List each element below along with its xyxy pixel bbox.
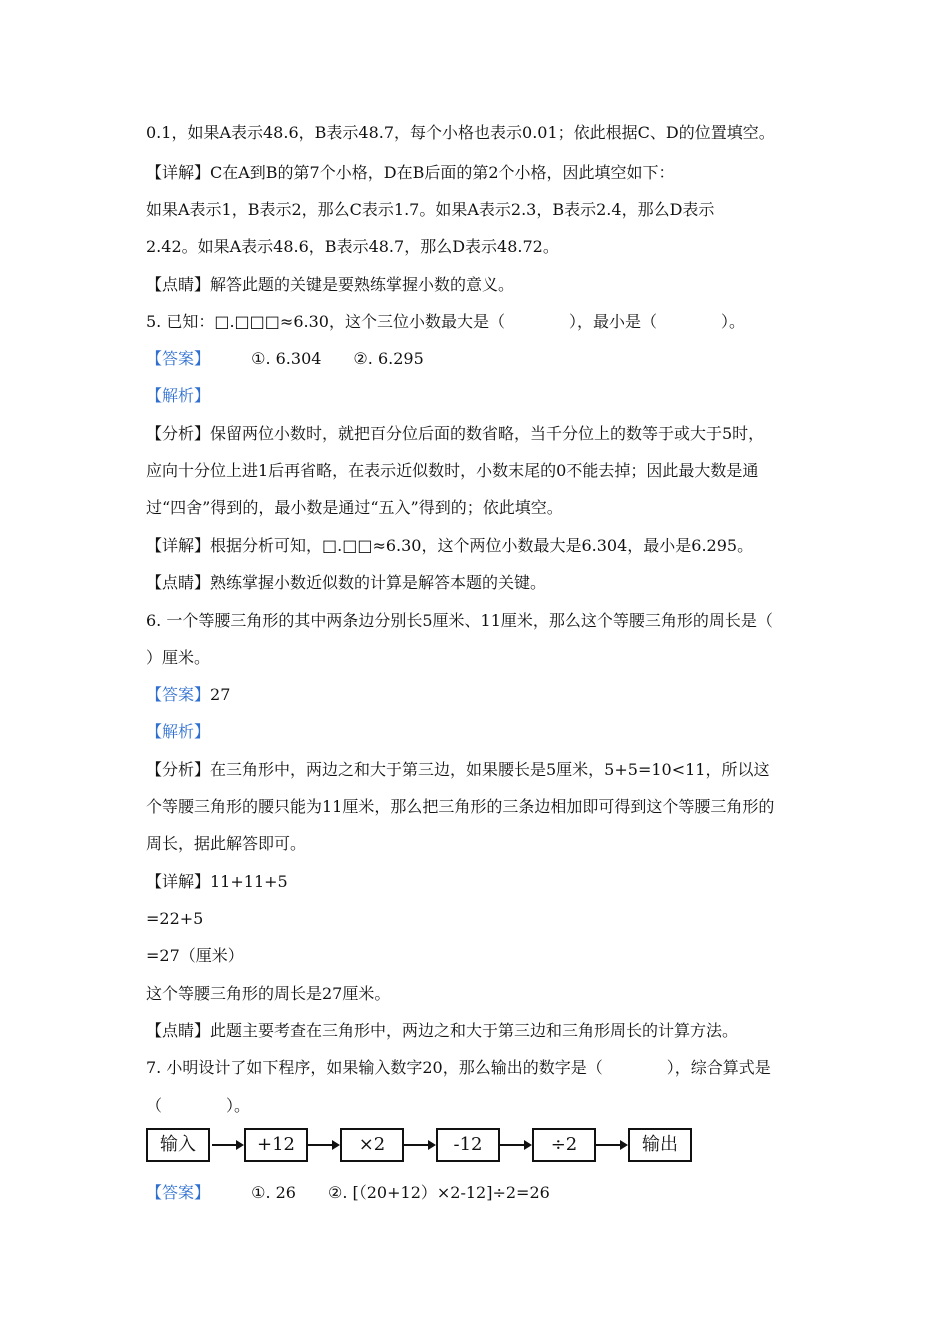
question-6-continued: ）厘米。 bbox=[146, 648, 211, 667]
calc-line: =22+5 bbox=[146, 909, 204, 928]
answer-tag: 【答案】 bbox=[146, 1183, 211, 1202]
flow-box-step: -12 bbox=[436, 1128, 500, 1162]
conclusion-line: 这个等腰三角形的周长是27厘米。 bbox=[146, 984, 391, 1003]
key-point-line: 【点睛】解答此题的关键是要熟练掌握小数的意义。 bbox=[146, 275, 515, 294]
detail-line: 【详解】C在A到B的第7个小格，D在B后面的第2个小格，因此填空如下： bbox=[146, 163, 675, 182]
analysis-line: 【分析】在三角形中，两边之和大于第三边，如果腰长是5厘米，5+5=10<11，所以这 bbox=[146, 760, 770, 779]
question-7-continued: （ ）。 bbox=[146, 1096, 251, 1115]
detail-line: 【详解】根据分析可知，□.□□≈6.30，这个两位小数最大是6.304，最小是6.295。 bbox=[146, 536, 754, 555]
answer-text: ①. 6.304 ②. 6.295 bbox=[251, 349, 424, 368]
analysis-tag: 【解析】 bbox=[146, 722, 211, 741]
analysis-tag: 【解析】 bbox=[146, 386, 211, 405]
arrow-right-icon bbox=[596, 1138, 628, 1152]
arrow-right-icon bbox=[500, 1138, 532, 1152]
question-6: 6. 一个等腰三角形的其中两条边分别长5厘米、11厘米，那么这个等腰三角形的周长是（ bbox=[146, 611, 773, 630]
arrow-right-icon bbox=[404, 1138, 436, 1152]
answer-tag: 【答案】 bbox=[146, 685, 211, 704]
flow-box-step: +12 bbox=[244, 1128, 308, 1162]
analysis-line: 周长，据此解答即可。 bbox=[146, 834, 307, 853]
detail-line: 【详解】11+11+5 bbox=[146, 872, 288, 891]
answer-tag: 【答案】 bbox=[146, 349, 211, 368]
key-point-line: 【点睛】熟练掌握小数近似数的计算是解答本题的关键。 bbox=[146, 573, 547, 592]
q7-answer-line bbox=[146, 1183, 816, 1203]
question-7: 7. 小明设计了如下程序，如果输入数字20，那么输出的数字是（ ），综合算式是 bbox=[146, 1058, 771, 1077]
analysis-line: 过“四舍”得到的，最小数是通过“五入”得到的；依此填空。 bbox=[146, 498, 563, 517]
q6-answer-line bbox=[146, 685, 816, 705]
analysis-line: 【分析】保留两位小数时，就把百分位后面的数省略，当千分位上的数等于或大于5时， bbox=[146, 424, 765, 443]
q5-answer-line bbox=[146, 349, 816, 369]
answer-text: 27 bbox=[210, 685, 231, 704]
analysis-line: 应向十分位上进1后再省略，在表示近似数时，小数末尾的0不能去掉；因此最大数是通 bbox=[146, 461, 759, 480]
flow-box-step: ×2 bbox=[340, 1128, 404, 1162]
text-line: 2.42。如果A表示48.6，B表示48.7，那么D表示48.72。 bbox=[146, 237, 559, 256]
arrow-right-icon bbox=[212, 1138, 244, 1152]
arrow-right-icon bbox=[308, 1138, 340, 1152]
flow-box-input: 输入 bbox=[146, 1128, 210, 1162]
flow-box-step: ÷2 bbox=[532, 1128, 596, 1162]
question-5: 5. 已知：□.□□□≈6.30，这个三位小数最大是（ ），最小是（ ）。 bbox=[146, 312, 745, 331]
calc-line: =27（厘米） bbox=[146, 946, 244, 965]
text-line: 0.1，如果A表示48.6，B表示48.7，每个小格也表示0.01；依此根据C、D的位置填空。 bbox=[146, 123, 775, 142]
key-point-line: 【点睛】此题主要考查在三角形中，两边之和大于第三边和三角形周长的计算方法。 bbox=[146, 1021, 739, 1040]
flow-box-output: 输出 bbox=[628, 1128, 692, 1162]
answer-text: ①. 26 ②. [（20+12）×2-12]÷2=26 bbox=[251, 1183, 550, 1202]
text-line: 如果A表示1，B表示2，那么C表示1.7。如果A表示2.3，B表示2.4，那么D表示 bbox=[146, 200, 715, 219]
analysis-line: 个等腰三角形的腰只能为11厘米，那么把三角形的三条边相加即可得到这个等腰三角形的 bbox=[146, 797, 775, 816]
